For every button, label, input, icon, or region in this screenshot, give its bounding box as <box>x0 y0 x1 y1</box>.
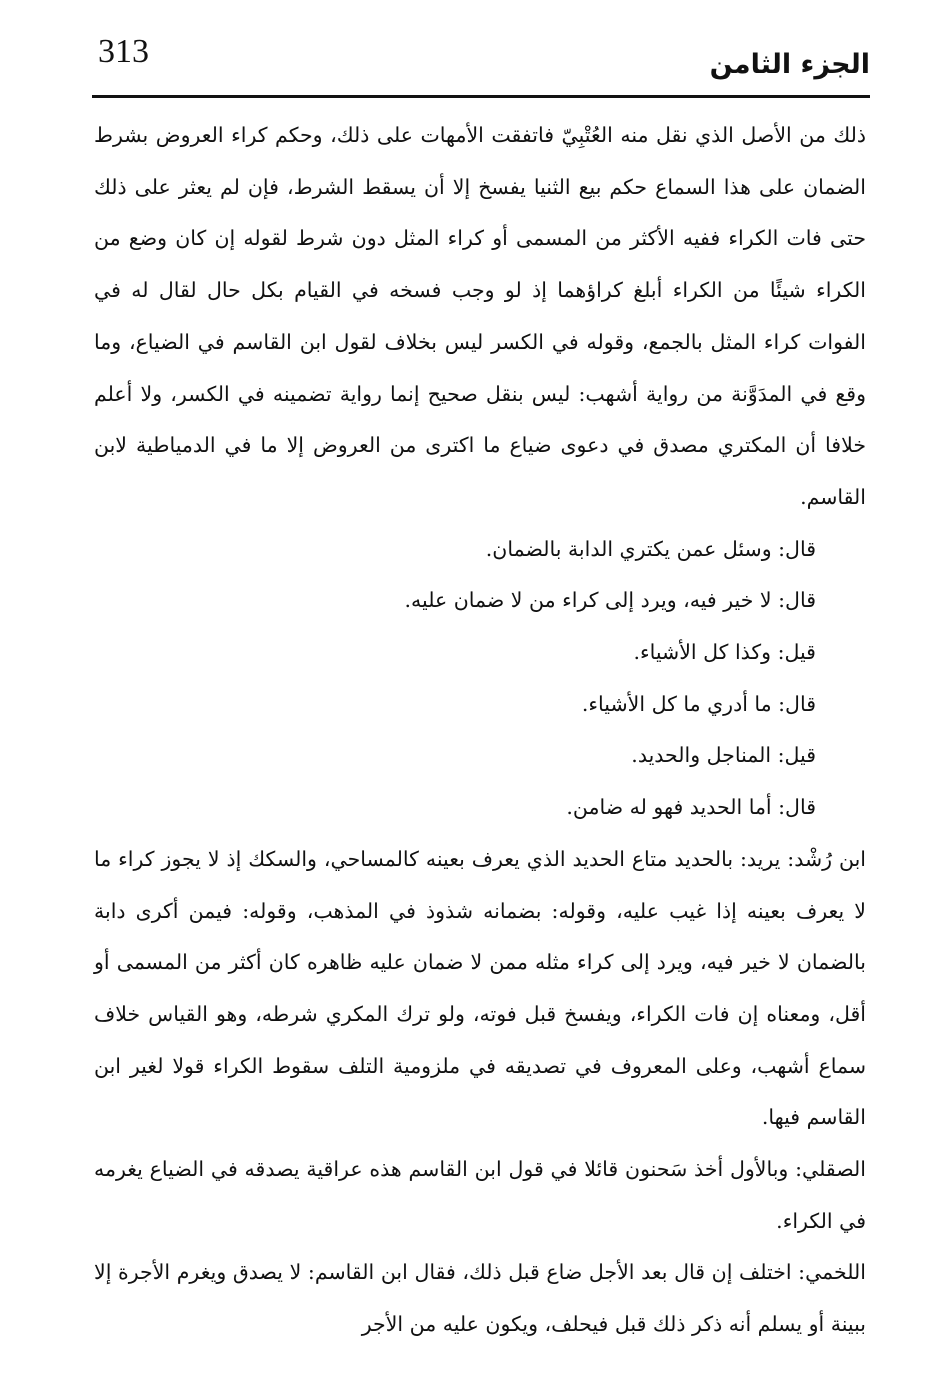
page-number: 313 <box>98 33 149 70</box>
dialog-line: قال: وسئل عمن يكتري الدابة بالضمان. <box>485 536 816 561</box>
dialog-line: قال: أما الحديد فهو له ضامن. <box>566 795 816 820</box>
dialog-line: قال: لا خير فيه، ويرد إلى كراء من لا ضمان عليه. <box>404 588 816 613</box>
paragraph-siqilli: الصقلي: وبالأول أخذ سَحنون قائلا في قول ابن القاسم هذه عراقية يصدقه في الضياع يغرمه في الكراء. <box>94 1157 866 1233</box>
header-divider <box>92 95 870 98</box>
paragraph-otbi: ذلك من الأصل الذي نقل منه العُتْبِيّ فاتفقت الأمهات على ذلك، وحكم كراء العروض بشرط الضمان على هذا السماع حكم بيع الثنيا يفسخ إلا أن يسقط الشرط، فإن لم يعثر على ذلك حتى فات الكراء ففيه الأكثر من المسمى أو كراء المثل دون شرط لقوله إن كان وضع من الكراء شيئًا من الكراء أبلغ كراؤهما إذ لو وجب فسخه في القيام بكل حال لقال له في الفوات كراء المثل بالجمع، وقوله في الكسر ليس بخلاف لقول ابن القاسم في الضياع، وما وقع في المدَوَّنة من رواية أشهب: ليس بنقل صحيح إنما رواية تضمينه في الكسر، ولا أعلم خلافا أن المكتري مصدق في دعوى ضياع ما اكترى من العروض إلا ما في الدمياطية لابن القاسم. <box>94 123 866 509</box>
page-header <box>92 22 870 100</box>
paragraph-lakhmi: اللخمي: اختلف إن قال بعد الأجل ضاع قبل ذلك، فقال ابن القاسم: لا يصدق ويغرم الأجرة إلا ببينة أو يسلم أنه ذكر ذلك قبل فيحلف، ويكون عليه من الأجر <box>94 1260 866 1337</box>
body-text <box>94 110 866 1351</box>
paragraph-ibn-rushd: ابن رُشْد: يريد: بالحديد متاع الحديد الذي يعرف بعينه كالمساحي، والسكك إذ لا يجوز كراء ما لا يعرف بعينه إذا غيب عليه، وقوله: بضمانه شذوذ في المذهب، وقوله: فيمن أكرى دابة بالضمان لا خير فيه، ويرد إلى كراء مثله ممن لا ضمان عليه ظاهره كان أكثر من المسمى أو أقل، ومعناه إن فات الكراء، ويفسخ قبل فوته، ولو ترك المكري شرطه، وهو القياس خلاف سماع أشهب، وعلى المعروف في تصديقه في ملزومية التلف سقوط الكراء قولا لغير ابن القاسم فيها. <box>94 846 866 1130</box>
dialog-line: قال: ما أدري ما كل الأشياء. <box>581 691 816 716</box>
dialog-line: قيل: وكذا كل الأشياء. <box>633 640 816 665</box>
dialog-line: قيل: المناجل والحديد. <box>631 743 816 768</box>
part-title: الجزء الثامن <box>709 49 870 80</box>
